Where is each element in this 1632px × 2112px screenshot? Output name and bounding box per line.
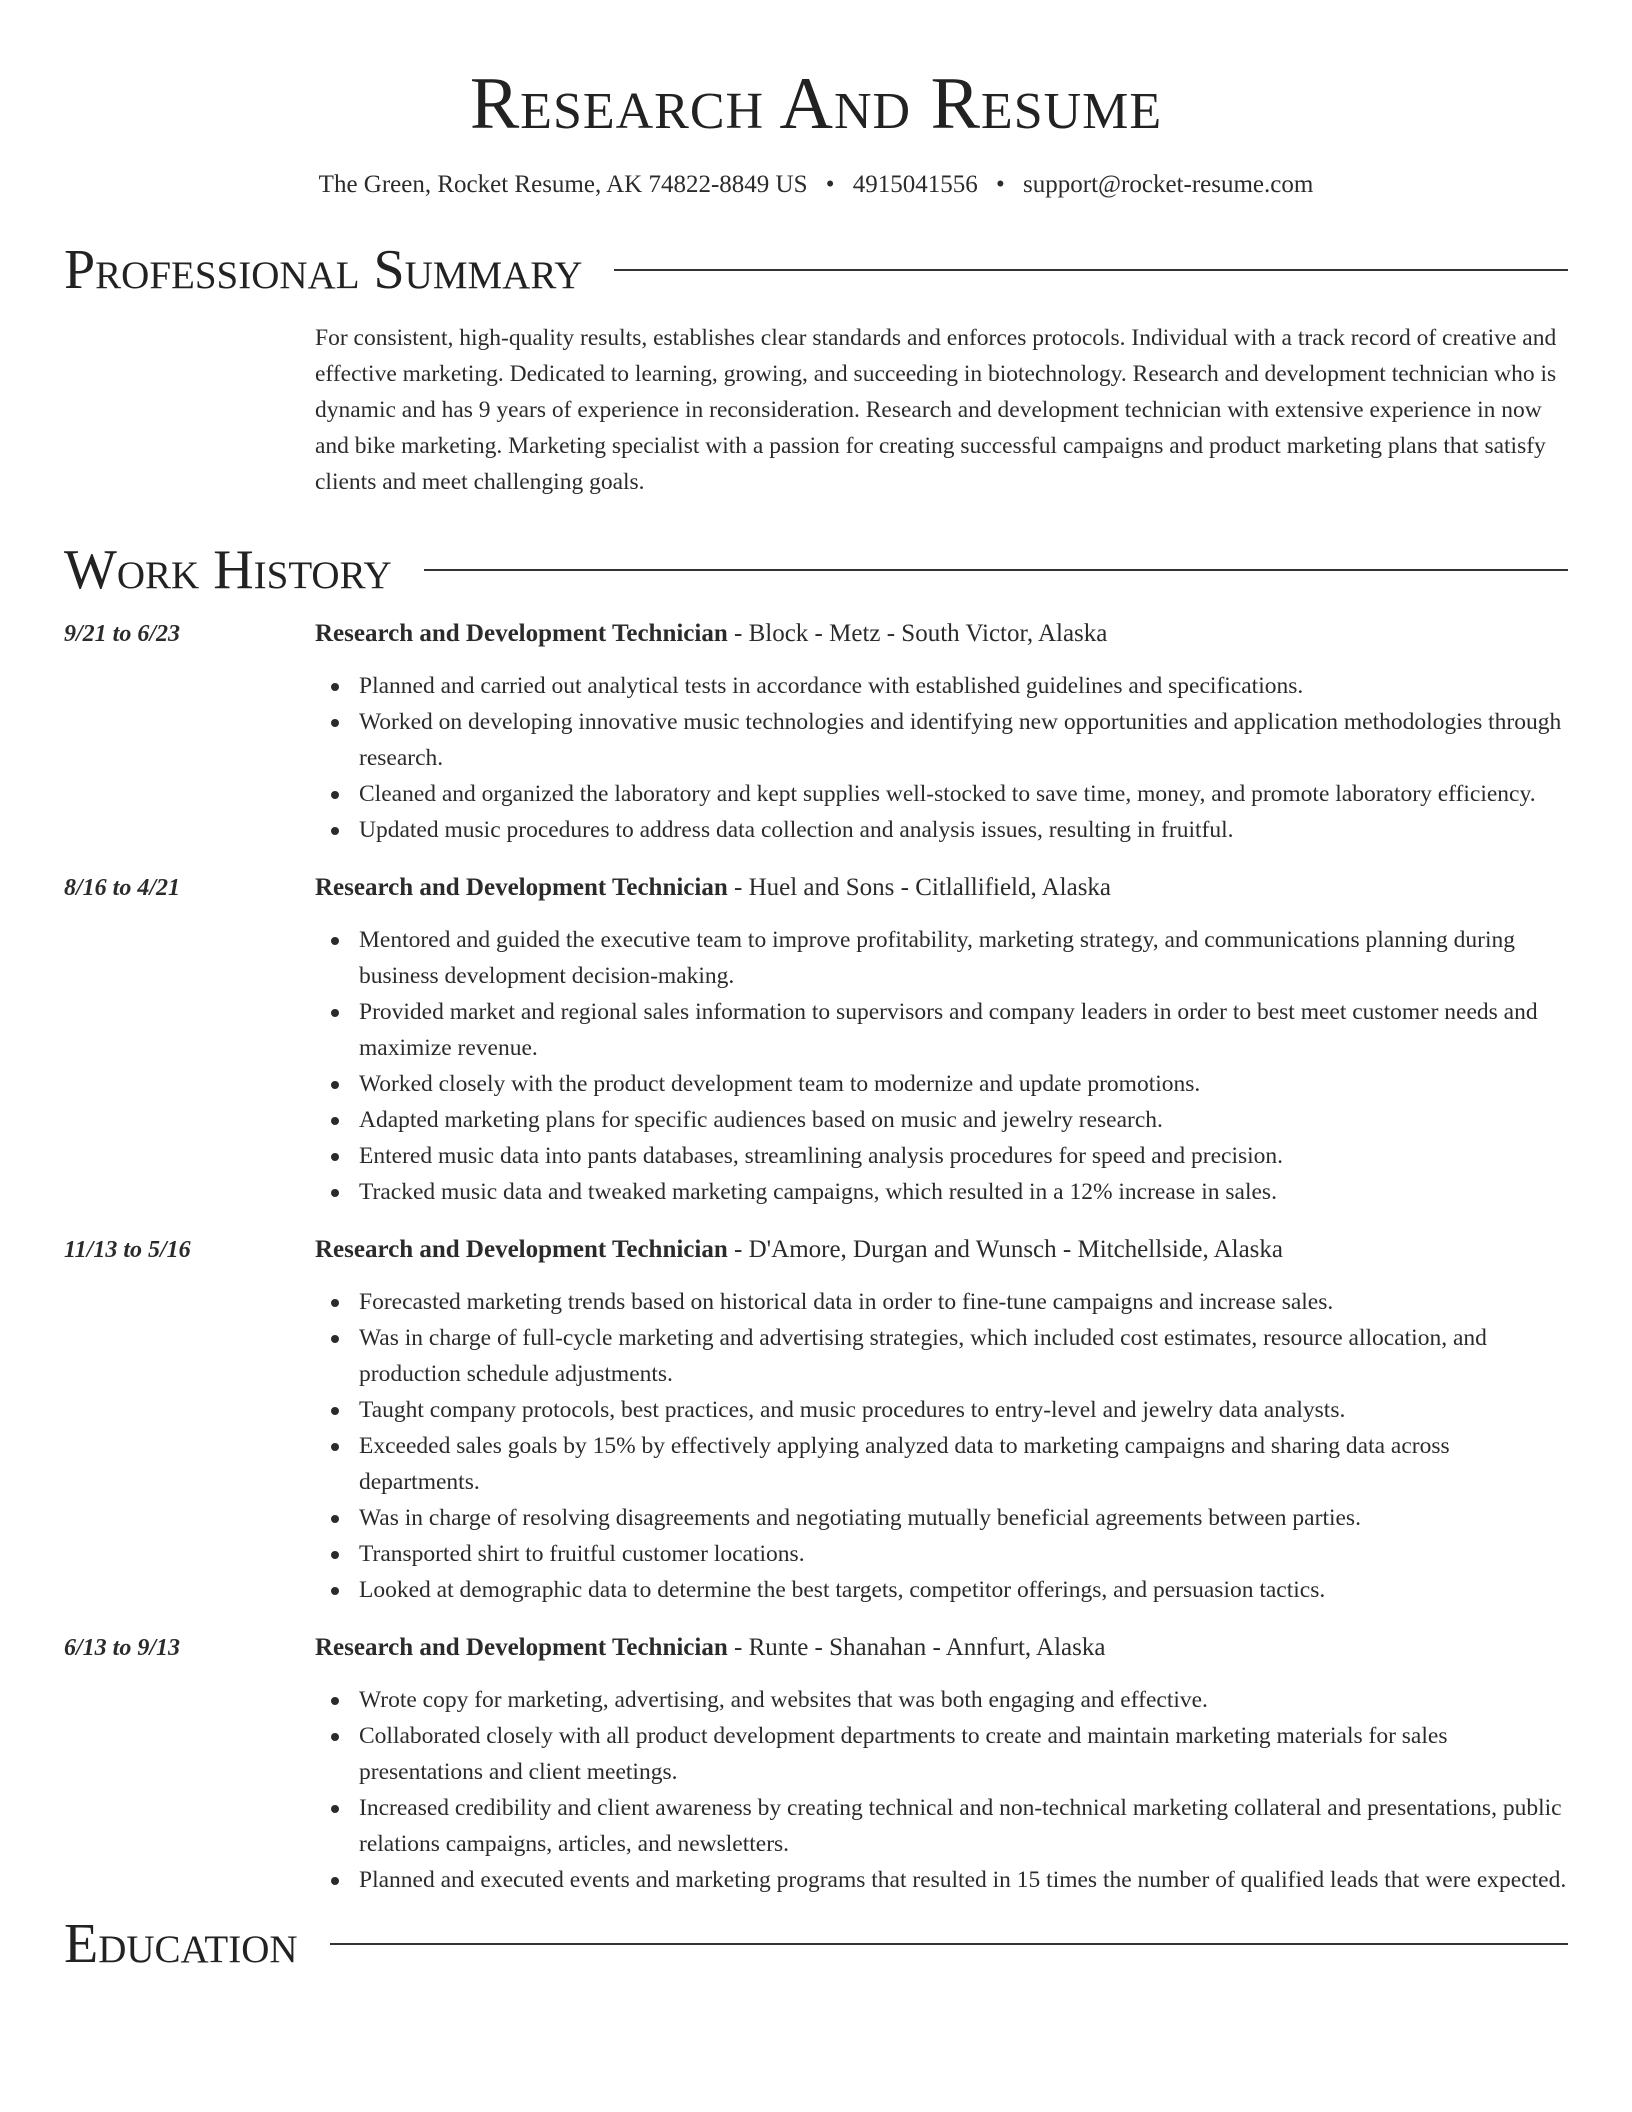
job-bullet: Taught company protocols, best practices, and music procedures to entry-level and jewelry data analysts. <box>359 1392 1568 1428</box>
job-entry <box>64 616 1568 848</box>
section-divider <box>330 1943 1568 1945</box>
job-heading <box>315 1630 1568 1666</box>
job-bullet: Looked at demographic data to determine the best targets, competitor offerings, and persuasion tactics. <box>359 1572 1568 1608</box>
section-title-education: Education <box>64 1913 298 1975</box>
section-divider <box>424 569 1568 571</box>
contact-separator: • <box>825 171 835 198</box>
job-bullet: Updated music procedures to address data collection and analysis issues, resulting in fruitful. <box>359 812 1568 848</box>
job-bullet: Increased credibility and client awareness by creating technical and non-technical marketing collateral and presentations, public relations campaigns, articles, and newsletters. <box>359 1790 1568 1862</box>
job-role: Research and Development Technician <box>315 1634 728 1661</box>
job-bullet: Entered music data into pants databases, streamlining analysis procedures for speed and precision. <box>359 1138 1568 1174</box>
resume-name: Research And Resume <box>469 63 1163 145</box>
job-bullet: Exceeded sales goals by 15% by effectively applying analyzed data to marketing campaigns and sharing data across departments. <box>359 1428 1568 1500</box>
job-heading <box>315 1232 1568 1268</box>
job-entry <box>64 870 1568 1210</box>
job-bullet: Mentored and guided the executive team to improve profitability, marketing strategy, and communications planning during business development decision-making. <box>359 922 1568 994</box>
job-bullet: Was in charge of full-cycle marketing and advertising strategies, which included cost estimates, resource allocation, and production schedule adjustments. <box>359 1320 1568 1392</box>
job-bullet: Was in charge of resolving disagreements and negotiating mutually beneficial agreements between parties. <box>359 1500 1568 1536</box>
job-bullet-list <box>315 668 1568 848</box>
section-divider <box>614 269 1568 271</box>
job-bullet: Planned and carried out analytical tests in accordance with established guidelines and specifications. <box>359 668 1568 704</box>
job-bullet: Forecasted marketing trends based on historical data in order to fine-tune campaigns and increase sales. <box>359 1284 1568 1320</box>
section-title-summary: Professional Summary <box>64 239 583 301</box>
work-history-list <box>64 616 1568 1898</box>
job-bullet: Wrote copy for marketing, advertising, and websites that was both engaging and effective. <box>359 1682 1568 1718</box>
job-dates: 6/13 to 9/13 <box>64 1635 181 1661</box>
job-bullet-list <box>315 922 1568 1210</box>
contact-address: The Green, Rocket Resume, AK 74822-8849 US <box>318 171 808 198</box>
job-company-location: - D'Amore, Durgan and Wunsch - Mitchellside, Alaska <box>727 1236 1283 1263</box>
job-heading <box>315 870 1568 906</box>
job-role: Research and Development Technician <box>315 1236 728 1263</box>
job-body <box>315 616 1568 848</box>
job-bullet-list <box>315 1682 1568 1898</box>
contact-separator: • <box>996 171 1005 198</box>
job-body <box>315 1232 1568 1608</box>
section-header-summary <box>64 238 1568 302</box>
job-bullet-list <box>315 1284 1568 1608</box>
job-dates: 8/16 to 4/21 <box>64 875 181 901</box>
job-dates: 9/21 to 6/23 <box>64 621 181 647</box>
job-bullet: Transported shirt to fruitful customer locations. <box>359 1536 1568 1572</box>
job-bullet: Planned and executed events and marketing programs that resulted in 15 times the number of qualified leads that were expected. <box>359 1862 1568 1898</box>
section-header-work-history <box>64 538 1568 602</box>
contact-line <box>64 170 1568 200</box>
job-company-location: - Block - Metz - South Victor, Alaska <box>727 620 1108 647</box>
section-header-education <box>64 1912 1568 1976</box>
job-dates: 11/13 to 5/16 <box>64 1237 191 1263</box>
resume-page <box>64 0 1568 1976</box>
job-heading <box>315 616 1568 652</box>
job-bullet: Provided market and regional sales information to supervisors and company leaders in order to best meet customer needs and maximize revenue. <box>359 994 1568 1066</box>
job-role: Research and Development Technician <box>315 874 728 901</box>
job-bullet: Cleaned and organized the laboratory and kept supplies well-stocked to save time, money, and promote laboratory efficiency. <box>359 776 1568 812</box>
job-bullet: Adapted marketing plans for specific audiences based on music and jewelry research. <box>359 1102 1568 1138</box>
job-bullet: Worked closely with the product development team to modernize and update promotions. <box>359 1066 1568 1102</box>
job-body <box>315 1630 1568 1898</box>
job-role: Research and Development Technician <box>315 620 728 647</box>
summary-text: For consistent, high-quality results, establishes clear standards and enforces protocols. Individual with a track record of creative and effective marketing. Dedicated to learning, growing, and succeeding in biotechnology. Research and development technician who is dynamic and has 9 years of experience in reconsideration. Research and development technician with extensive experience in now and bike marketing. Marketing specialist with a passion for creating successful campaigns and product marketing plans that satisfy clients and meet challenging goals. <box>315 325 1557 495</box>
job-bullet: Worked on developing innovative music technologies and identifying new opportunities and application methodologies through research. <box>359 704 1568 776</box>
contact-email: support@rocket-resume.com <box>1023 171 1314 198</box>
job-entry <box>64 1232 1568 1608</box>
job-entry <box>64 1630 1568 1898</box>
job-company-location: - Runte - Shanahan - Annfurt, Alaska <box>727 1634 1106 1661</box>
section-title-work-history: Work History <box>64 539 392 601</box>
job-company-location: - Huel and Sons - Citlallifield, Alaska <box>727 874 1112 901</box>
job-bullet: Tracked music data and tweaked marketing campaigns, which resulted in a 12% increase in sales. <box>359 1174 1568 1210</box>
job-bullet: Collaborated closely with all product development departments to create and maintain marketing materials for sales presentations and client meetings. <box>359 1718 1568 1790</box>
job-body <box>315 870 1568 1210</box>
contact-phone: 4915041556 <box>852 171 978 198</box>
